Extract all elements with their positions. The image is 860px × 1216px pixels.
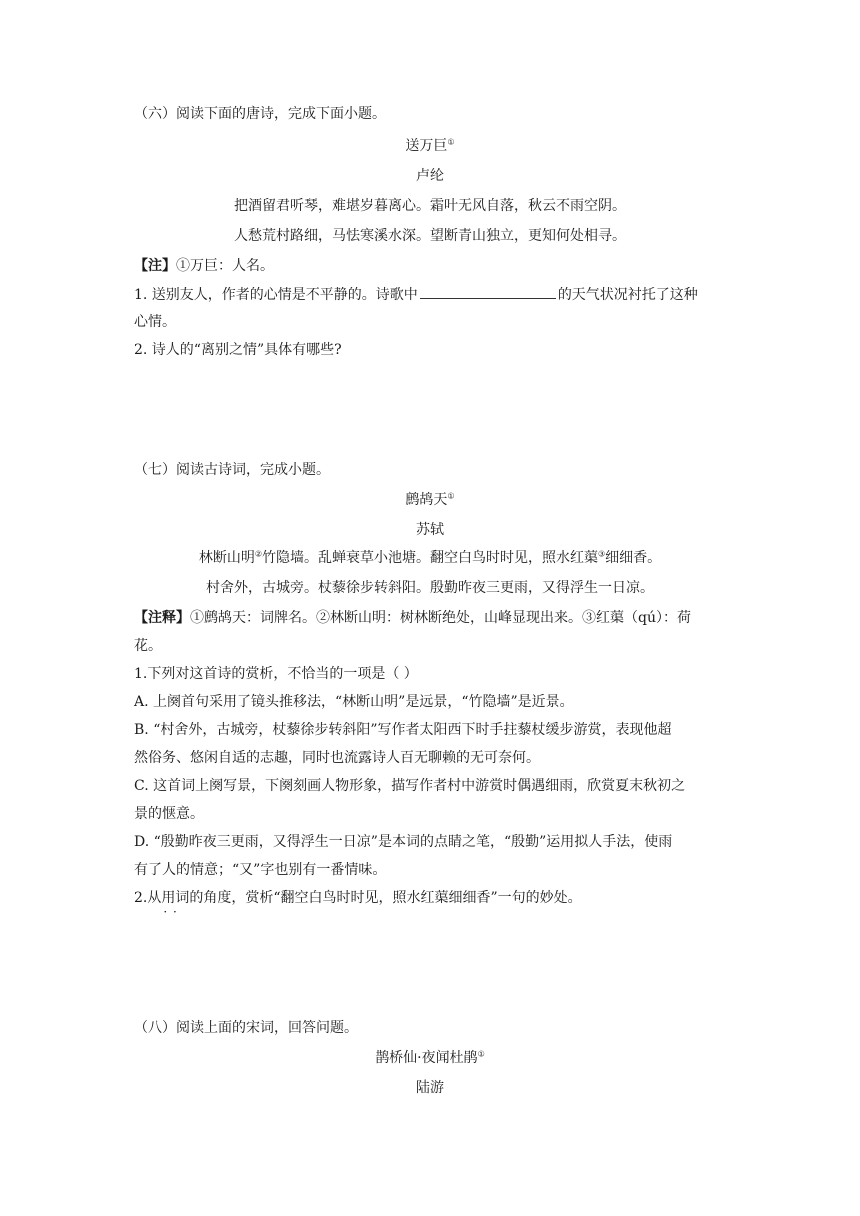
- section-6-question-1: [134, 284, 698, 305]
- section-7-question-2: [134, 888, 582, 908]
- poem-text: 林断山明: [198, 550, 255, 566]
- note-text: ①鹧鸪天：词牌名。②林断山明：树林断绝处，山峰显现出来。③红蕖（qú）：荷: [190, 610, 691, 626]
- section-8-heading: （八）阅读上面的宋词，回答问题。: [134, 1020, 358, 1036]
- section-6-question-1-cont: 心情。: [134, 314, 176, 330]
- poem-title-text: 鹧鸪天: [405, 492, 448, 508]
- section-6-poem-line-2: 人愁荒村路细，马怯寒溪水深。望断青山独立，更知何处相寻。: [234, 228, 626, 244]
- poem-text: 细细香。: [605, 550, 662, 566]
- section-7-note-cont: 花。: [134, 638, 162, 654]
- answer-blank[interactable]: [420, 284, 556, 299]
- option-b-cont: 然俗务、悠闲自适的志趣，同时也流露诗人百无聊赖的无可奈何。: [134, 750, 540, 766]
- section-7-poem-line-2: 村舍外，古城旁。杖藜徐步转斜阳。殷勤昨夜三更雨，又得浮生一日凉。: [206, 580, 654, 596]
- question-text: 1. 送别友人，作者的心情是不平静的。诗歌中: [134, 287, 418, 303]
- footnote-mark: ①: [477, 1049, 485, 1059]
- poem-title-text: 鹊桥仙·夜闻杜鹃: [375, 1050, 478, 1066]
- option-c-cont: 景的惬意。: [134, 806, 204, 822]
- note-label: 【注释】: [134, 610, 190, 626]
- section-6-poem-title: [0, 136, 860, 156]
- section-6-heading: （六）阅读下面的唐诗，完成下面小题。: [134, 106, 386, 122]
- question-text: 2.从: [134, 890, 162, 906]
- option-c[interactable]: C. 这首词上阕写景，下阕刻画人物形象，描写作者村中游赏时偶遇细雨，欣赏夏末秋初之: [134, 778, 686, 794]
- section-8-author: 陆游: [416, 1080, 444, 1096]
- footnote-mark: ①: [447, 137, 455, 147]
- section-7-poem-line-1: [0, 548, 860, 568]
- footnote-mark: ①: [447, 491, 455, 501]
- section-6-question-2: 2. 诗人的“离别之情”具体有哪些?: [134, 342, 342, 358]
- footnote-mark: ③: [598, 549, 606, 559]
- section-7-note: [134, 608, 691, 628]
- section-7-poem-title: [0, 490, 860, 510]
- option-b[interactable]: B. “村舍外，古城旁，杖藜徐步转斜阳”写作者太阳西下时手拄藜杖缓步游赏，表现他超: [134, 722, 672, 738]
- section-7-author: 苏轼: [416, 522, 444, 538]
- question-text: 的天气状况衬托了这种: [557, 287, 698, 303]
- footnote-mark: ②: [254, 549, 262, 559]
- option-d-cont: 有了人的情意；“又”字也别有一番情味。: [134, 862, 387, 878]
- poem-text: 竹隐墙。乱蝉衰草小池塘。翻空白鸟时时见，照水红蕖: [262, 550, 598, 566]
- section-7-heading: （七）阅读古诗词，完成小题。: [134, 462, 330, 478]
- poem-title-text: 送万巨: [405, 138, 448, 154]
- note-text: ①万巨：人名。: [176, 258, 274, 274]
- option-d[interactable]: D. “殷勤昨夜三更雨，又得浮生一日凉”是本词的点睛之笔，“殷勤”运用拟人手法，使雨: [134, 834, 673, 850]
- section-7-question-1: 1.下列对这首诗的赏析，不恰当的一项是（ ）: [134, 666, 418, 682]
- section-6-author: 卢纶: [416, 168, 444, 184]
- note-label: 【注】: [134, 258, 176, 274]
- question-text: 的角度，赏析“翻空白鸟时时见，照水红蕖细细香”一句的妙处。: [189, 890, 582, 906]
- section-6-note: [134, 256, 274, 276]
- section-8-poem-title: [0, 1048, 860, 1068]
- option-a[interactable]: A. 上阕首句采用了镜头推移法，“林断山明”是远景，“竹隐墙”是近景。: [134, 694, 574, 710]
- section-6-poem-line-1: 把酒留君听琴，难堪岁暮离心。霜叶无风自落，秋云不雨空阴。: [234, 198, 626, 214]
- emphasis-text: 用词 · ·: [161, 890, 189, 906]
